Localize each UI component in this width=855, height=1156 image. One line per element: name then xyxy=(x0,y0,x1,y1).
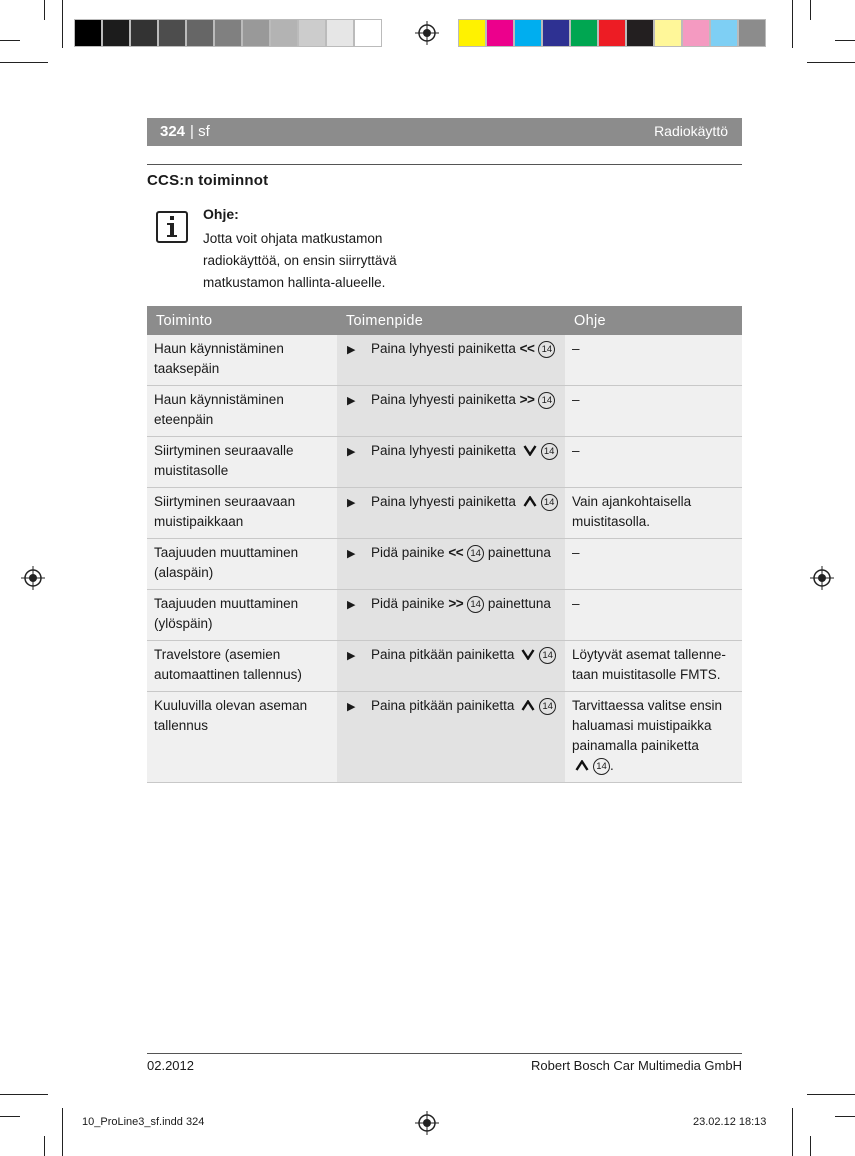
function-text: muistitasolle xyxy=(154,463,229,478)
function-text: (alaspäin) xyxy=(154,565,214,580)
color-swatch xyxy=(598,19,626,47)
color-swatch xyxy=(102,19,130,47)
crop-mark xyxy=(0,1116,20,1117)
section-name: Radiokäyttö xyxy=(654,123,728,139)
color-swatch xyxy=(514,19,542,47)
column-header-function: Toiminto xyxy=(147,306,337,335)
color-swatch xyxy=(682,19,710,47)
crop-mark xyxy=(0,40,20,41)
footer-company: Robert Bosch Car Multimedia GmbH xyxy=(531,1058,742,1073)
function-cell xyxy=(147,641,337,692)
bullet-arrow-icon: ▶ xyxy=(347,344,356,356)
action-suffix: painettuna xyxy=(487,596,551,611)
page-number: 324 xyxy=(160,123,186,140)
column-header-note: Ohje xyxy=(565,306,742,335)
color-swatch xyxy=(158,19,186,47)
crop-mark xyxy=(835,1116,855,1117)
action-text: Paina lyhyesti painiketta xyxy=(371,443,516,458)
key-symbol: << xyxy=(448,545,464,560)
top-rule xyxy=(147,164,742,165)
note-cell xyxy=(565,437,742,488)
print-slug-timestamp: 23.02.12 18:13 xyxy=(693,1116,767,1128)
crop-mark xyxy=(792,0,793,48)
crop-mark xyxy=(835,40,855,41)
crop-mark xyxy=(44,0,45,20)
function-text: Haun käynnistäminen xyxy=(154,341,284,356)
crop-mark xyxy=(807,62,855,63)
action-cell xyxy=(337,641,565,692)
reference-number: 14 xyxy=(539,647,556,664)
registration-mark-icon xyxy=(415,21,439,45)
crop-mark xyxy=(44,1136,45,1156)
table-row xyxy=(147,335,742,386)
table-header-row xyxy=(147,306,742,335)
bullet-arrow-icon: ▶ xyxy=(347,395,356,407)
action-text: Pidä painike xyxy=(371,596,445,611)
table-row xyxy=(147,437,742,488)
footer-date: 02.2012 xyxy=(147,1058,194,1073)
note-cell xyxy=(565,335,742,386)
crop-mark xyxy=(62,1108,63,1156)
down-chevron-icon xyxy=(521,649,535,660)
action-text: Paina lyhyesti painiketta xyxy=(371,341,516,356)
action-text: Paina pitkään painiketta xyxy=(371,698,515,713)
functions-table xyxy=(147,306,742,783)
registration-mark-icon xyxy=(21,566,45,590)
action-cell xyxy=(337,590,565,641)
action-text: Paina lyhyesti painiketta xyxy=(371,392,516,407)
up-chevron-icon xyxy=(521,700,535,711)
note-cell-text: Vain ajankohtaisella xyxy=(572,494,692,509)
crop-mark xyxy=(0,1094,48,1095)
up-chevron-icon xyxy=(523,496,537,507)
crop-mark xyxy=(792,1108,793,1156)
color-swatch xyxy=(654,19,682,47)
color-swatch xyxy=(458,19,486,47)
color-swatch xyxy=(214,19,242,47)
function-text: muistipaikkaan xyxy=(154,514,244,529)
crop-mark xyxy=(810,0,811,20)
note-cell-text: – xyxy=(572,596,580,611)
function-text: Kuuluvilla olevan aseman xyxy=(154,698,308,713)
action-cell xyxy=(337,539,565,590)
bullet-arrow-icon: ▶ xyxy=(347,650,356,662)
reference-number: 14 xyxy=(538,341,555,358)
note-line: matkustamon hallinta-alueelle. xyxy=(203,275,386,290)
function-text: Siirtyminen seuraavaan xyxy=(154,494,296,509)
action-cell xyxy=(337,437,565,488)
color-swatch xyxy=(738,19,766,47)
function-text: Siirtyminen seuraavalle xyxy=(154,443,294,458)
function-cell xyxy=(147,590,337,641)
key-symbol: >> xyxy=(519,392,535,407)
reference-number: 14 xyxy=(593,758,610,775)
table-row xyxy=(147,386,742,437)
color-swatch xyxy=(130,19,158,47)
bottom-rule xyxy=(147,1053,742,1054)
note-cell xyxy=(565,488,742,539)
function-cell xyxy=(147,437,337,488)
note-cell-text: Tarvittaessa valitse ensin xyxy=(572,698,723,713)
note-cell-text: taan muistitasolle FMTS. xyxy=(572,667,721,682)
color-swatch xyxy=(326,19,354,47)
process-color-bar xyxy=(458,19,766,47)
note-cell xyxy=(565,539,742,590)
color-swatch xyxy=(242,19,270,47)
function-text: Travelstore (asemien xyxy=(154,647,281,662)
function-text: eteenpäin xyxy=(154,412,214,427)
color-swatch xyxy=(270,19,298,47)
reference-number: 14 xyxy=(539,698,556,715)
crop-mark xyxy=(62,0,63,48)
table-row xyxy=(147,488,742,539)
function-cell xyxy=(147,692,337,783)
action-cell xyxy=(337,692,565,783)
info-icon xyxy=(156,211,188,243)
reference-number: 14 xyxy=(541,494,558,511)
color-swatch xyxy=(74,19,102,47)
table-row xyxy=(147,539,742,590)
table-row xyxy=(147,590,742,641)
gray-color-bar xyxy=(74,19,382,47)
up-chevron-icon xyxy=(575,760,589,771)
table-row xyxy=(147,692,742,783)
function-cell xyxy=(147,539,337,590)
function-text: automaattinen tallennus) xyxy=(154,667,302,682)
note-line: Jotta voit ohjata matkustamon xyxy=(203,231,383,246)
note-cell-text: haluamasi muistipaikka xyxy=(572,718,712,733)
color-swatch xyxy=(298,19,326,47)
down-chevron-icon xyxy=(523,445,537,456)
column-header-action: Toimenpide xyxy=(337,306,565,335)
crop-mark xyxy=(807,1094,855,1095)
action-text: Paina lyhyesti painiketta xyxy=(371,494,516,509)
function-cell xyxy=(147,386,337,437)
key-symbol: << xyxy=(519,341,535,356)
bullet-arrow-icon: ▶ xyxy=(347,497,356,509)
note-cell xyxy=(565,590,742,641)
note-cell-text: muistitasolla. xyxy=(572,514,651,529)
note-cell-end: . xyxy=(610,758,614,773)
note-cell-key-line xyxy=(572,756,735,776)
note-cell-text: – xyxy=(572,341,580,356)
note-cell xyxy=(565,641,742,692)
color-swatch xyxy=(542,19,570,47)
color-swatch xyxy=(354,19,382,47)
function-text: Haun käynnistäminen xyxy=(154,392,284,407)
function-cell xyxy=(147,335,337,386)
bullet-arrow-icon: ▶ xyxy=(347,701,356,713)
note-line: radiokäyttöä, on ensin siirryttävä xyxy=(203,253,397,268)
function-text: (ylöspäin) xyxy=(154,616,213,631)
bullet-arrow-icon: ▶ xyxy=(347,446,356,458)
crop-mark xyxy=(0,62,48,63)
language-code: | sf xyxy=(190,123,210,140)
crop-mark xyxy=(810,1136,811,1156)
page-header-band xyxy=(147,118,742,146)
reference-number: 14 xyxy=(541,443,558,460)
action-cell xyxy=(337,488,565,539)
color-swatch xyxy=(710,19,738,47)
color-swatch xyxy=(626,19,654,47)
action-cell xyxy=(337,335,565,386)
function-text: Taajuuden muuttaminen xyxy=(154,596,299,611)
action-suffix: painettuna xyxy=(487,545,551,560)
section-title: CCS:n toiminnot xyxy=(147,172,269,189)
action-text: Paina pitkään painiketta xyxy=(371,647,515,662)
note-cell xyxy=(565,692,742,783)
reference-number: 14 xyxy=(467,596,484,613)
function-cell xyxy=(147,488,337,539)
note-cell xyxy=(565,386,742,437)
bullet-arrow-icon: ▶ xyxy=(347,599,356,611)
key-symbol: >> xyxy=(448,596,464,611)
table-row xyxy=(147,641,742,692)
note-title: Ohje: xyxy=(203,206,239,222)
function-text: tallennus xyxy=(154,718,209,733)
print-slug-file: 10_ProLine3_sf.indd 324 xyxy=(82,1116,205,1128)
function-text: Taajuuden muuttaminen xyxy=(154,545,299,560)
function-text: taaksepäin xyxy=(154,361,220,376)
reference-number: 14 xyxy=(538,392,555,409)
bullet-arrow-icon: ▶ xyxy=(347,548,356,560)
action-text: Pidä painike xyxy=(371,545,445,560)
note-cell-text: painamalla painiketta xyxy=(572,738,699,753)
note-text xyxy=(203,228,413,294)
registration-mark-icon xyxy=(810,566,834,590)
reference-number: 14 xyxy=(467,545,484,562)
note-cell-text: – xyxy=(572,392,580,407)
note-cell-text: – xyxy=(572,443,580,458)
note-cell-text: Löytyvät asemat tallenne- xyxy=(572,647,726,662)
note-cell-text: – xyxy=(572,545,580,560)
color-swatch xyxy=(186,19,214,47)
registration-mark-icon xyxy=(415,1111,439,1135)
color-swatch xyxy=(570,19,598,47)
color-swatch xyxy=(486,19,514,47)
action-cell xyxy=(337,386,565,437)
